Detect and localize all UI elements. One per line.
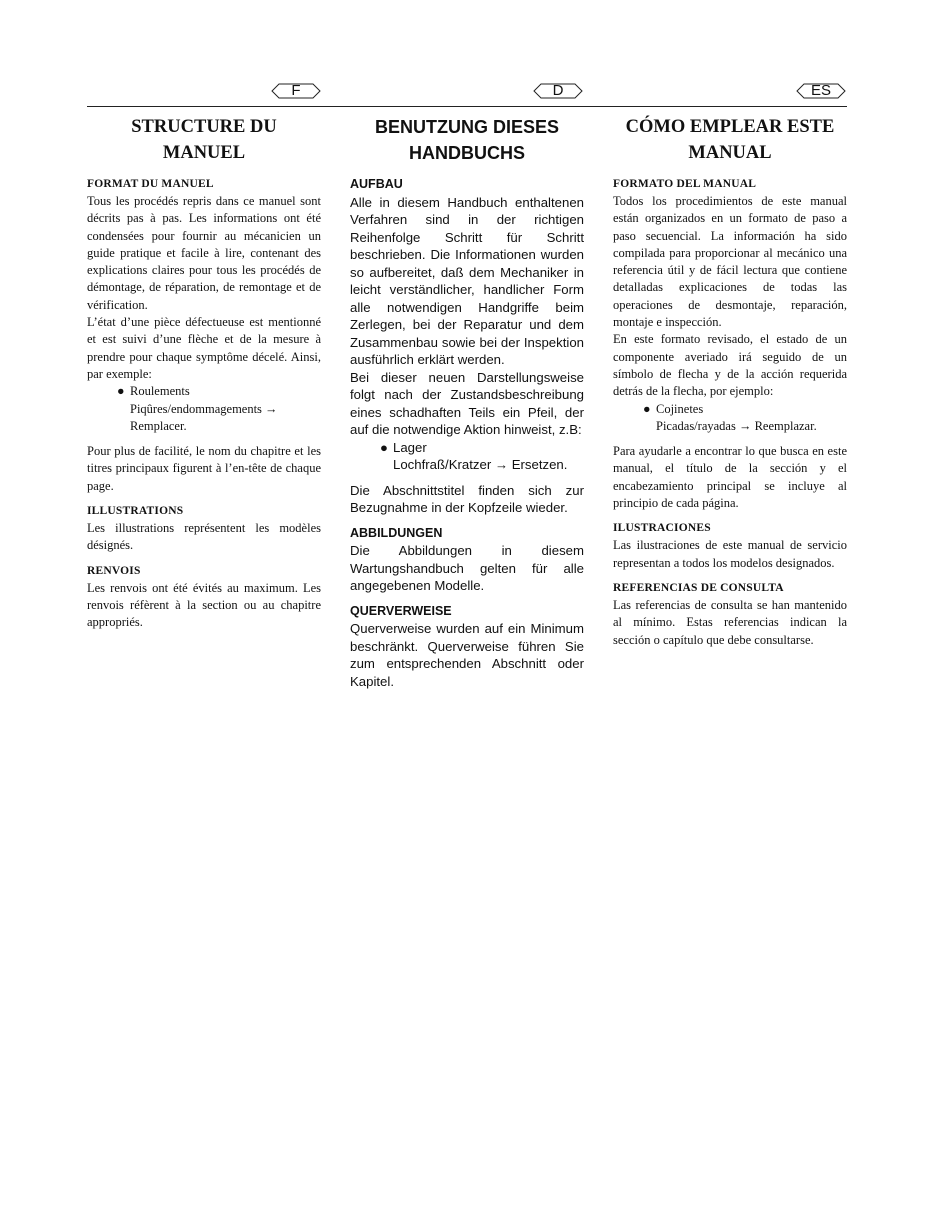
- bullet-item: ● Lager: [380, 439, 427, 455]
- header-rule: [87, 106, 847, 107]
- section-title: BENUTZUNG DIESES HANDBUCHS: [374, 117, 560, 163]
- paragraph: En este formato revisado, el estado de un componente averiado irá seguido de un símbolo de flecha y de la acción requerida detrás de la flecha, por ejemplo:: [613, 332, 847, 399]
- bullet-icon: ●: [643, 401, 651, 416]
- paragraph: Para ayudarle a encontrar lo que busca en este manual, el título de la sección y el encabezamiento principal se incluye al principio de cada página.: [613, 444, 847, 511]
- bullet-detail: Picadas/rayadas → Reemplazar.: [656, 418, 817, 433]
- paragraph: Les renvois ont été évités au maximum. Les renvois réfèrent à la section ou au chapitre appropriés.: [87, 580, 321, 630]
- paragraph: Todos los procedimientos de este manual están organizados en un formato de paso a paso secuencial. La información ha sido compilada para proporcionar al mecánico una referencia útil y de fácil lectura que contiene detalladas explicaciones de todas las operaciones de desmontaje, reparación, montaje e inspección.: [613, 194, 847, 330]
- subheading-illustrations: ILLUSTRATIONS: [87, 505, 184, 518]
- paragraph: Les illustrations représentent les modèles désignés.: [87, 521, 321, 553]
- subheading-references: REFERENCIAS DE CONSULTA: [613, 581, 784, 594]
- paragraph: Alle in diesem Handbuch enthaltenen Verfahren sind in der richtigen Reihenfolge Schritt für Schritt beschrieben. Die Informationen wurden so aufbereitet, daß dem Mechaniker in leicht verständlicher, handlicher Form alle notwendigen Handgriffe beim Zerlegen, bei der Reparatur und dem Zusammenbau sowie bei der Inspektion ausführlich erklärt werden.: [350, 194, 584, 367]
- bullet-detail: Lochfraß/Kratzer → Ersetzen.: [393, 457, 568, 472]
- bullet-item: ● Cojinetes: [613, 401, 847, 418]
- column-spanish: [613, 114, 847, 649]
- paragraph: Tous les procédés repris dans ce manuel sont décrits pas à pas. Les informations ont été condensées pour fournir au mécanicien un guide pratique et facile à lire, contenant des explications claires pour tous les procédés de démontage, de réparation, de remontage et de vérification.: [87, 194, 321, 312]
- bullet-item: ● Roulements: [87, 383, 321, 400]
- language-badge-es: [796, 83, 846, 99]
- subheading-format: AUFBAU: [350, 177, 403, 191]
- paragraph: Las ilustraciones de este manual de servicio representan a todos los modelos designados.: [613, 538, 847, 570]
- bullet-icon: ●: [117, 384, 125, 399]
- subheading-illustrations: ABBILDUNGEN: [350, 525, 443, 540]
- bullet-icon: ●: [380, 439, 388, 455]
- paragraph: Las referencias de consulta se han mantenido al mínimo. Estas referencias indican la sección o capítulo que debe consultarse.: [613, 597, 847, 647]
- paragraph: Pour plus de facilité, le nom du chapitre et les titres principaux figurent à l’en-tête de chaque page.: [87, 444, 321, 493]
- bullet-detail: Piqûres/endommagements →: [130, 401, 278, 416]
- bullet-detail: Remplacer.: [130, 418, 187, 433]
- paragraph: Die Abbildungen in diesem Wartungshandbuch gelten für alle angegebenen Modelle.: [350, 543, 584, 593]
- paragraph: Die Abschnittstitel finden sich zur Bezugnahme in der Kopfzeile wieder.: [350, 482, 584, 515]
- column-french: [87, 114, 321, 632]
- section-title: STRUCTURE DU MANUEL: [131, 117, 277, 163]
- paragraph: Querverweise wurden auf ein Minimum beschränkt. Querverweise führen Sie zum entsprechenden Abschnitt oder Kapitel.: [350, 621, 584, 689]
- section-title: CÓMO EMPLEAR ESTE MANUAL: [625, 117, 835, 163]
- badge-label: F: [291, 82, 301, 99]
- badge-label: D: [552, 82, 564, 99]
- subheading-format: FORMATO DEL MANUAL: [613, 178, 757, 190]
- language-badge-de: [533, 83, 583, 99]
- badge-label: ES: [810, 82, 831, 99]
- subheading-illustrations: ILUSTRACIONES: [613, 522, 711, 535]
- subheading-references: RENVOIS: [87, 564, 141, 577]
- subheading-format: FORMAT DU MANUEL: [87, 178, 214, 190]
- language-badge-fr: [271, 83, 321, 99]
- subheading-references: QUERVERWEISE: [350, 603, 452, 618]
- paragraph: L’état d’une pièce défectueuse est mentionné et est suivi d’une flèche et de la mesure à prendre pour chaque symptôme décelé. Ainsi, par exemple:: [87, 315, 321, 381]
- paragraph: Bei dieser neuen Darstellungsweise folgt nach der Zustandsbeschreibung eines schadhaften Teils ein Pfeil, der auf die notwendige Aktion hinweist, z.B:: [350, 369, 584, 437]
- column-german: [350, 114, 584, 690]
